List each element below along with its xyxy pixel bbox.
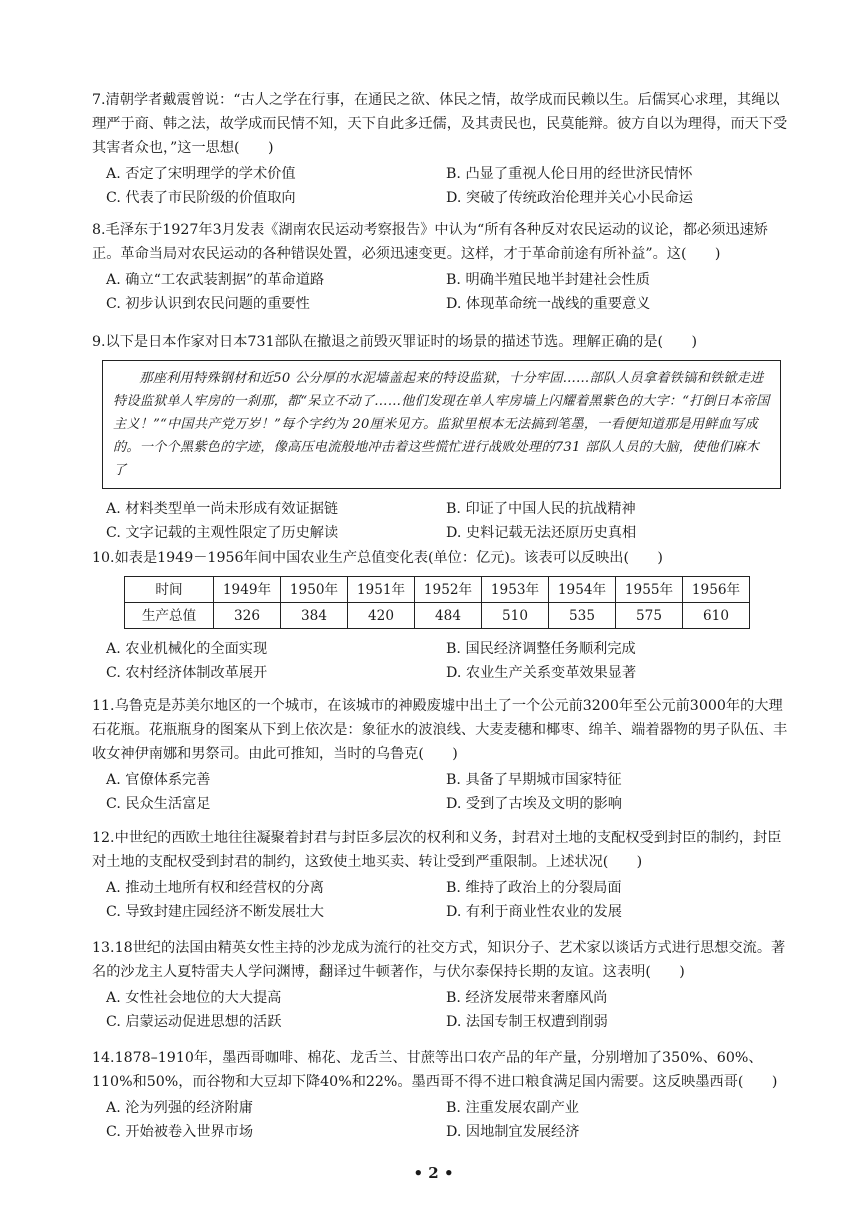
option-b[interactable]: B. 具备了早期城市国家特征 <box>446 772 622 788</box>
options-grid <box>92 162 792 210</box>
option-b[interactable]: B. 印证了中国人民的抗战精神 <box>446 501 636 517</box>
table-cell: 326 <box>214 603 281 629</box>
options-grid <box>92 876 792 924</box>
option-d[interactable]: D. 受到了古埃及文明的影响 <box>446 796 622 812</box>
table-header-cell: 时间 <box>125 577 214 603</box>
option-b[interactable]: B. 凸显了重视人伦日用的经世济民情怀 <box>446 166 693 182</box>
table-cell: 535 <box>549 603 616 629</box>
question-14 <box>92 1046 792 1144</box>
table-cell: 420 <box>348 603 415 629</box>
option-d[interactable]: D. 农业生产关系变革效果显著 <box>446 665 637 681</box>
question-stem: 8.毛泽东于1927年3月发表《湖南农民运动考察报告》中认为“所有各种反对农民运动的议论，都必须迅速矫正。革命当局对农民运动的各种错误处置，必须迅速变更。这样，才于革命前途有所补益”。这( ) <box>92 222 768 262</box>
option-a[interactable]: A. 女性社会地位的大大提高 <box>106 990 282 1006</box>
output-table <box>124 576 750 629</box>
question-9 <box>92 330 792 545</box>
option-d[interactable]: D. 有利于商业性农业的发展 <box>446 904 622 920</box>
question-stem: 10.如表是1949－1956年间中国农业生产总值变化表(单位：亿元)。该表可以反映出( ) <box>92 550 663 566</box>
option-c[interactable]: C. 初步认识到农民问题的重要性 <box>106 296 310 312</box>
option-a[interactable]: A. 沦为列强的经济附庸 <box>106 1100 253 1116</box>
table-cell: 1953年 <box>482 577 549 603</box>
table-cell: 1954年 <box>549 577 616 603</box>
option-c[interactable]: C. 开始被卷入世界市场 <box>106 1124 254 1140</box>
question-8 <box>92 218 792 316</box>
options-grid <box>92 268 792 316</box>
option-d[interactable]: D. 史料记载无法还原历史真相 <box>446 525 637 541</box>
question-stem: 7.清朝学者戴震曾说：“古人之学在行事，在通民之欲、体民之情，故学成而民赖以生。后儒冥心求理，其绳以理严于商、韩之法，故学成而民情不知，天下自此多迁儒，及其责民也，民莫能辩。彼方自以为理得，而天下受其害者众也，”这一思想( ) <box>92 92 788 156</box>
table-cell: 384 <box>281 603 348 629</box>
table-header-cell: 生产总值 <box>125 603 214 629</box>
table-cell: 484 <box>415 603 482 629</box>
question-stem: 14.1878–1910年，墨西哥咖啡、棉花、龙舌兰、甘蔗等出口农产品的年产量，分别增加了350%、60%、110%和50%，而谷物和大豆却下降40%和22%。墨西哥不得不进口粮食满足国内需要。这反映墨西哥( ) <box>92 1050 778 1090</box>
table-cell: 1950年 <box>281 577 348 603</box>
option-a[interactable]: A. 农业机械化的全面实现 <box>106 641 268 657</box>
table-cell: 1955年 <box>616 577 683 603</box>
question-12 <box>92 826 792 924</box>
option-a[interactable]: A. 推动土地所有权和经营权的分离 <box>106 880 324 896</box>
table-cell: 610 <box>683 603 750 629</box>
option-a[interactable]: A. 材料类型单一尚未形成有效证据链 <box>106 501 339 517</box>
option-a[interactable]: A. 确立“工农武装割据”的革命道路 <box>106 272 325 288</box>
question-10 <box>92 546 792 685</box>
options-grid <box>92 986 792 1034</box>
question-stem: 9.以下是日本作家对日本731部队在撤退之前毁灭罪证时的场景的描述节选。理解正确的是( ) <box>92 334 698 350</box>
page-number: • 2 • <box>413 1164 454 1182</box>
options-grid <box>92 1096 792 1144</box>
option-c[interactable]: C. 代表了市民阶级的价值取向 <box>106 190 296 206</box>
table-row <box>125 603 750 629</box>
option-c[interactable]: C. 文字记载的主观性限定了历史解读 <box>106 525 339 541</box>
options-grid <box>92 637 792 685</box>
question-11 <box>92 694 792 816</box>
table-cell: 1949年 <box>214 577 281 603</box>
question-stem: 12.中世纪的西欧土地往往凝聚着封君与封臣多层次的权利和义务，封君对土地的支配权受到封臣的制约，封臣对土地的支配权受到封君的制约，这致使土地买卖、转让受到严重限制。上述状况( ) <box>92 830 782 870</box>
option-b[interactable]: B. 注重发展农副产业 <box>446 1100 579 1116</box>
option-d[interactable]: D. 突破了传统政治伦理并关心小民命运 <box>446 190 693 206</box>
table-cell: 1956年 <box>683 577 750 603</box>
option-d[interactable]: D. 体现革命统一战线的重要意义 <box>446 296 651 312</box>
options-grid <box>92 768 792 816</box>
question-stem: 11.乌鲁克是苏美尔地区的一个城市，在该城市的神殿废墟中出土了一个公元前3200年至公元前3000年的大理石花瓶。花瓶瓶身的图案从下到上依次是：象征水的波浪线、大麦麦穗和椰枣、绵羊、端着器物的男子队伍、丰收女神伊南娜和男祭司。由此可推知，当时的乌鲁克( ) <box>92 698 788 762</box>
table-cell: 510 <box>482 603 549 629</box>
option-c[interactable]: C. 导致封建庄园经济不断发展壮大 <box>106 904 324 920</box>
option-b[interactable]: B. 维持了政治上的分裂局面 <box>446 880 622 896</box>
question-7 <box>92 88 792 210</box>
option-c[interactable]: C. 农村经济体制改革展开 <box>106 665 268 681</box>
question-stem: 13.18世纪的法国由精英女性主持的沙龙成为流行的社交方式，知识分子、艺术家以谈话方式进行思想交流。著名的沙龙主人夏特雷夫人学问渊博，翻译过牛顿著作，与伏尔泰保持长期的友谊。这表明( ) <box>92 940 786 980</box>
option-b[interactable]: B. 国民经济调整任务顺利完成 <box>446 641 636 657</box>
table-cell: 1952年 <box>415 577 482 603</box>
table-cell: 1951年 <box>348 577 415 603</box>
option-d[interactable]: D. 因地制宜发展经济 <box>446 1124 580 1140</box>
material-box: 那座利用特殊钢材和近50 公分厚的水泥墙盖起来的特设监狱，十分牢固……部队人员拿着铁镐和铁锨走进特设监狱单人牢房的一刹那，都“呆立不动了……他们发现在单人牢房墙上闪耀着黑紫色的大字：“打倒日本帝国主义！”“中国共产党万岁！”每个字约为 20厘米见方。监狱里根本无法搞到笔墨，一看便知道那是用鲜血写成的。一个个黑紫色的字迹，像高压电流般地冲击着这些慌忙进行战败处理的731 部队人员的大脑，使他们麻木了 <box>102 360 781 489</box>
option-b[interactable]: B. 经济发展带来奢靡风尚 <box>446 990 608 1006</box>
table-cell: 575 <box>616 603 683 629</box>
question-13 <box>92 936 792 1034</box>
option-d[interactable]: D. 法国专制王权遭到削弱 <box>446 1014 608 1030</box>
table-row <box>125 577 750 603</box>
option-c[interactable]: C. 启蒙运动促进思想的活跃 <box>106 1014 282 1030</box>
option-b[interactable]: B. 明确半殖民地半封建社会性质 <box>446 272 650 288</box>
option-c[interactable]: C. 民众生活富足 <box>106 796 211 812</box>
option-a[interactable]: A. 否定了宋明理学的学术价值 <box>106 166 296 182</box>
options-grid <box>92 497 792 545</box>
option-a[interactable]: A. 官僚体系完善 <box>106 772 211 788</box>
